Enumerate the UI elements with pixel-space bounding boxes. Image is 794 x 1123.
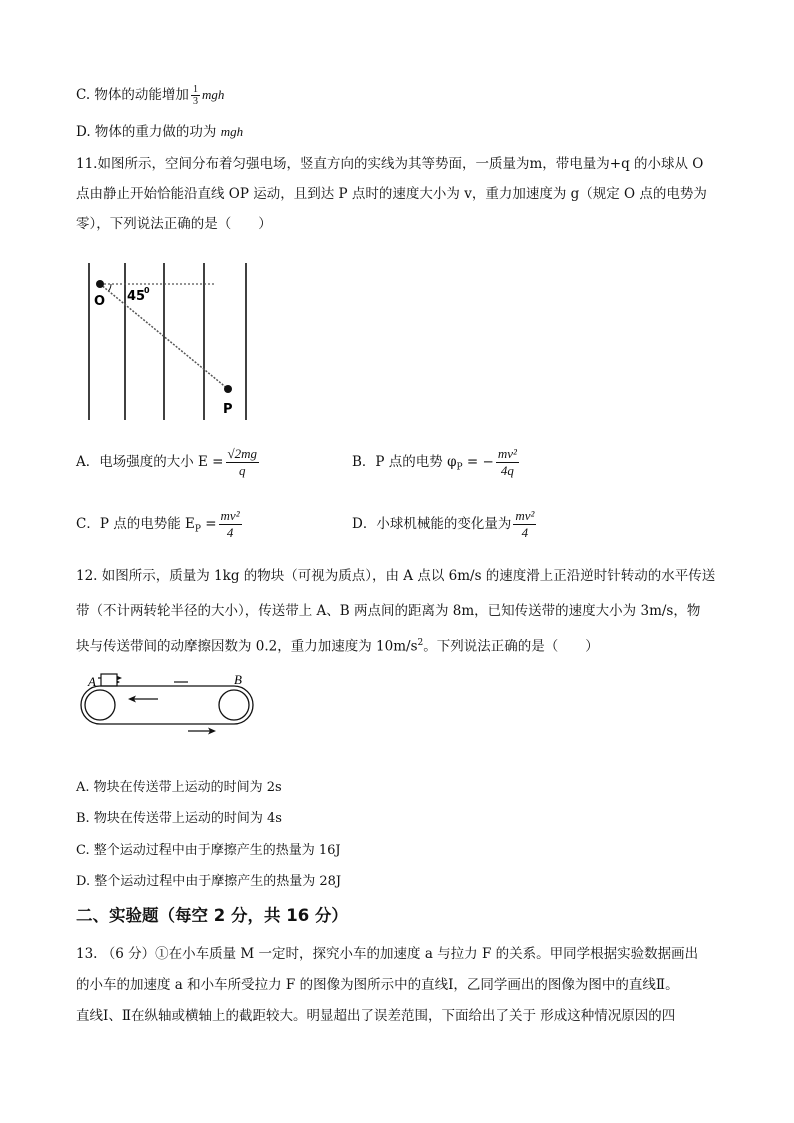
belt-right-end	[234, 686, 253, 724]
right-wheel	[219, 690, 249, 720]
q10-option-d-text: D. 物体的重力做的功为	[76, 124, 221, 140]
q12-option-c: C. 整个运动过程中由于摩擦产生的热量为 16J	[76, 843, 341, 858]
q11-stem-line1: 11.如图所示，空间分布着匀强电场，竖直方向的实线为其等势面，一质量为m，带电量为+q 的小球从 O	[76, 156, 704, 172]
label-angle: 45	[127, 289, 146, 304]
q11-option-a-text: A．电场强度的大小 E =	[76, 454, 224, 470]
fraction-denominator: 4q	[500, 463, 514, 478]
q10-option-c	[76, 84, 224, 107]
left-wheel	[85, 690, 115, 720]
subscript: P	[456, 462, 463, 473]
q12-option-a: A. 物块在传送带上运动的时间为 2s	[76, 780, 282, 795]
q10-option-c-text: C. 物体的动能增加	[76, 87, 189, 103]
q12-option-b: B. 物块在传送带上运动的时间为 4s	[76, 811, 282, 826]
q11-option-d	[352, 508, 538, 541]
q11-stem-line3: 零），下列说法正确的是（ ）	[76, 216, 272, 232]
q12-conveyor-belt-figure	[76, 662, 266, 740]
q11-option-a-fraction	[226, 446, 260, 479]
q11-electric-field-figure	[80, 258, 265, 423]
q11-option-c-text: C．P 点的电势能 E	[76, 516, 195, 532]
q12-stem-line3-tail: 。下列说法正确的是（ ）	[423, 638, 599, 655]
q10-option-c-expr: mgh	[201, 87, 225, 102]
fraction-numerator: mv²	[220, 508, 240, 523]
fraction-denominator: q	[239, 463, 246, 478]
subscript: P	[194, 524, 201, 535]
q13-stem-line3: 直线Ⅰ、Ⅱ在纵轴或横轴上的截距较大。明显超出了误差范围，下面给出了关于 形成这种情况原因的四	[76, 1008, 676, 1024]
q13-stem-line1: 13. （6 分）①在小车质量 M 一定时，探究小车的加速度 a 与拉力 F 的关系。甲同学根据实验数据画出	[76, 946, 699, 962]
q11-stem-line2: 点由静止开始恰能沿直线 OP 运动，且到达 P 点时的速度大小为 v，重力加速度为 g（规定 O 点的电势为	[76, 186, 707, 202]
label-b: B	[234, 672, 242, 687]
q11-option-b-text: B．P 点的电势 φ	[352, 454, 457, 470]
section-heading: 二、实验题（每空 2 分，共 16 分）	[76, 906, 348, 925]
belt-left-end	[81, 686, 100, 724]
q11-option-b	[352, 446, 521, 483]
superscript: 2	[417, 638, 424, 648]
label-p: P	[223, 402, 233, 417]
block	[101, 674, 117, 686]
q11-option-b-fraction	[496, 446, 519, 479]
q12-stem-line1: 12. 如图所示，质量为 1kg 的物块（可视为质点），由 A 点以 6m/s 的速度滑上正沿逆时针转动的水平传送	[76, 568, 716, 584]
q10-option-c-fraction	[191, 84, 200, 107]
q12-stem-line3	[76, 633, 599, 657]
q12-stem-line3-text: 块与传送带间的动摩擦因数为 0.2，重力加速度为 10m/s	[76, 638, 418, 655]
fraction-denominator: 4	[521, 525, 529, 540]
label-angle-degree: 0	[144, 286, 150, 295]
label-o: O	[94, 294, 106, 309]
point-o-dot	[96, 280, 104, 288]
fraction-denominator: 3	[192, 96, 198, 107]
q13-stem-line2: 的小车的加速度 a 和小车所受拉力 F 的图像为图所示中的直线Ⅰ，乙同学画出的图像为图中的直线Ⅱ。	[76, 977, 679, 993]
fraction-numerator: mv²	[497, 446, 517, 461]
angle-arc	[109, 284, 112, 291]
q11-option-a	[76, 446, 261, 479]
q12-option-d: D. 整个运动过程中由于摩擦产生的热量为 28J	[76, 874, 342, 889]
fraction-denominator: 4	[226, 525, 234, 540]
q10-option-d	[76, 122, 243, 142]
q11-option-c-equals: =	[200, 516, 217, 532]
q11-option-d-fraction	[513, 508, 536, 541]
q11-option-d-text: D．小球机械能的变化量为	[352, 516, 512, 532]
q10-option-d-expr: mgh	[220, 124, 244, 139]
q11-option-c-fraction	[219, 508, 242, 541]
fraction-numerator: mv²	[515, 508, 535, 523]
q11-option-b-equals: = −	[462, 454, 494, 470]
fraction-numerator: √2mg	[227, 446, 258, 461]
point-p-dot	[224, 385, 232, 393]
fraction-numerator: 1	[192, 84, 198, 95]
q12-stem-line2: 带（不计两转轮半径的大小），传送带上 A、B 两点间的距离为 8m，已知传送带的速度大小为 3m/s，物	[76, 603, 701, 619]
label-a: A	[88, 674, 96, 689]
q11-option-c	[76, 508, 244, 545]
